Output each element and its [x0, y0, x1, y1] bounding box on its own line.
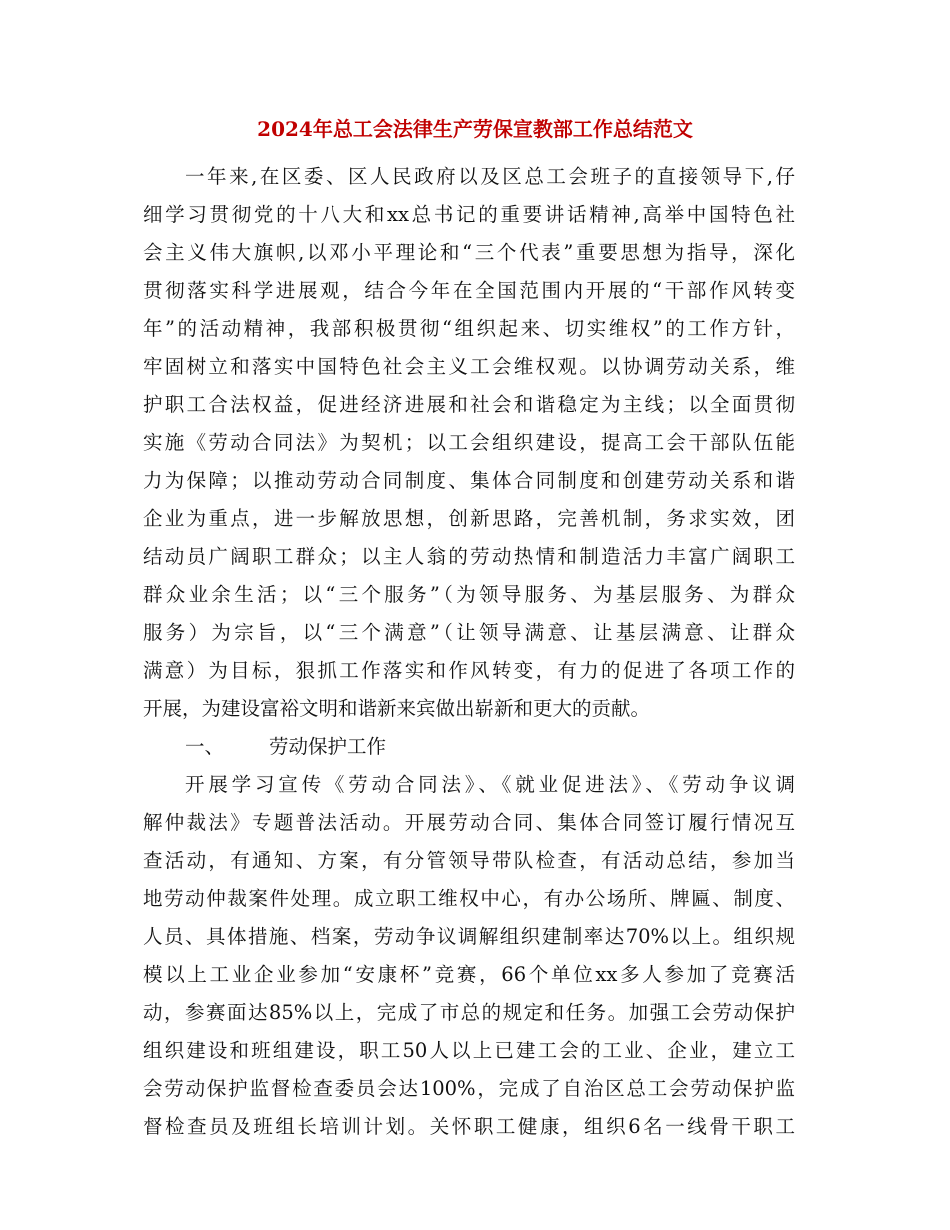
paragraph-line: 贯彻落实科学进展观，结合今年在全国范围内开展的“干部作风转变 [143, 279, 795, 302]
paragraph-line: 会主义伟大旗帜,以邓小平理论和“三个代表”重要思想为指导，深化 [143, 241, 795, 264]
paragraph-line: 牢固树立和落实中国特色社会主义工会维权观。以协调劳动关系，维 [143, 355, 795, 378]
paragraph-line: 实施《劳动合同法》为契机；以工会组织建设，提高工会干部队伍能 [143, 431, 795, 454]
paragraph-line: 督检查员及班组长培训计划。关怀职工健康，组织6名一线骨干职工 [143, 1115, 795, 1138]
paragraph-line: 解仲裁法》专题普法活动。开展劳动合同、集体合同签订履行情况互 [143, 811, 795, 834]
paragraph-line: 会劳动保护监督检查委员会达100%，完成了自治区总工会劳动保护监 [143, 1077, 795, 1100]
paragraph-line: 开展，为建设富裕文明和谐新来宾做出崭新和更大的贡献。 [143, 697, 651, 720]
section-title: 劳动保护工作 [269, 735, 387, 758]
paragraph-line: 结动员广阔职工群众；以主人翁的劳动热情和制造活力丰富广阔职工 [143, 545, 795, 568]
paragraph-line: 地劳动仲裁案件处理。成立职工维权中心，有办公场所、牌匾、制度、 [143, 887, 795, 910]
paragraph-line: 开展学习宣传《劳动合同法》、《就业促进法》、《劳动争议调 [185, 773, 795, 796]
paragraph-line: 组织建设和班组建设，职工50人以上已建工会的工业、企业，建立工 [143, 1039, 795, 1062]
paragraph-line: 群众业余生活；以“三个服务”（为领导服务、为基层服务、为群众 [143, 583, 795, 606]
paragraph-line: 年”的活动精神，我部积极贯彻“组织起来、切实维权”的工作方针， [143, 317, 795, 340]
paragraph-line: 人员、具体措施、档案，劳动争议调解组织建制率达70%以上。组织规 [143, 925, 795, 948]
paragraph-labor-protection [143, 766, 795, 1146]
paragraph-line: 一年来,在区委、区人民政府以及区总工会班子的直接领导下,仔 [185, 165, 795, 188]
paragraph-line: 服务）为宗旨，以“三个满意”（让领导满意、让基层满意、让群众 [143, 621, 795, 644]
section-heading [143, 728, 795, 766]
paragraph-line: 力为保障；以推动劳动合同制度、集体合同制度和创建劳动关系和谐 [143, 469, 795, 492]
section-number: 一、 [185, 735, 225, 758]
paragraph-line: 模以上工业企业参加“安康杯”竞赛，66个单位xx多人参加了竞赛活 [143, 963, 795, 986]
paragraph-line: 动，参赛面达85%以上，完成了市总的规定和任务。加强工会劳动保护 [143, 1001, 795, 1024]
paragraph-intro [143, 158, 795, 728]
paragraph-line: 查活动，有通知、方案，有分管领导带队检查，有活动总结，参加当 [143, 849, 795, 872]
document-body [143, 158, 795, 1146]
paragraph-line: 满意）为目标，狠抓工作落实和作风转变，有力的促进了各项工作的 [143, 659, 795, 682]
document-title: 2024年总工会法律生产劳保宣教部工作总结范文 [257, 117, 693, 141]
paragraph-line: 护职工合法权益，促进经济进展和社会和谐稳定为主线；以全面贯彻 [143, 393, 795, 416]
paragraph-line: 细学习贯彻党的十八大和xx总书记的重要讲话精神,高举中国特色社 [143, 203, 795, 226]
paragraph-line: 企业为重点，进一步解放思想，创新思路，完善机制，务求实效，团 [143, 507, 795, 530]
